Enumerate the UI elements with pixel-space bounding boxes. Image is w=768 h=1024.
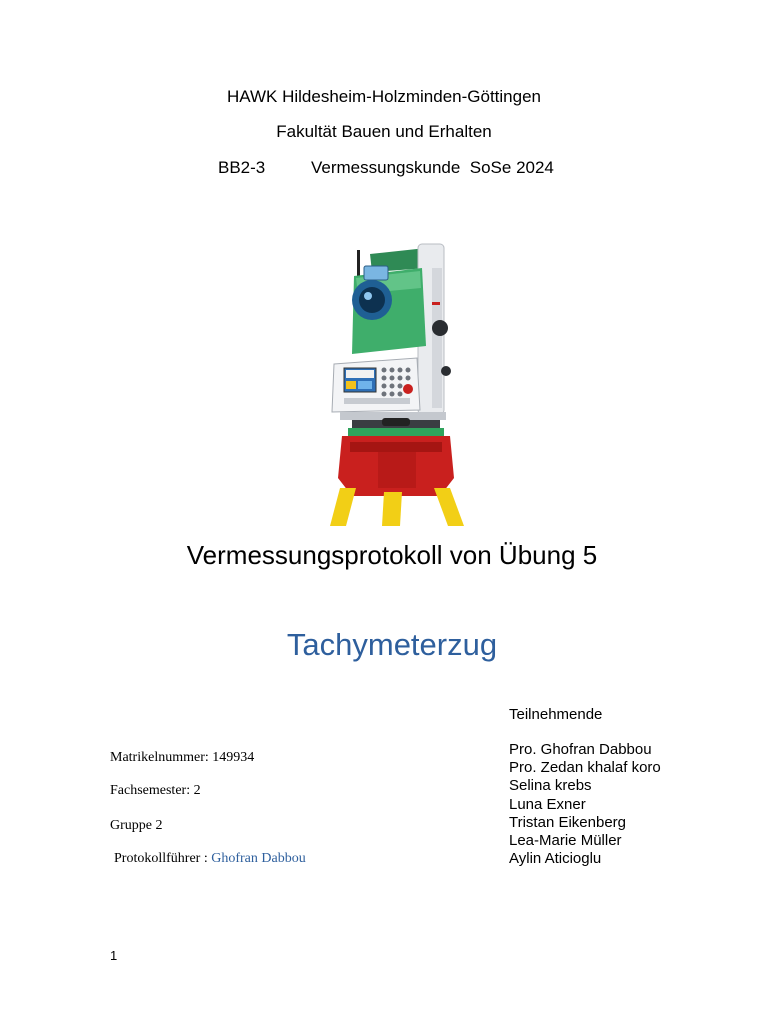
protocol-subtitle: Vermessungsprotokoll von Übung 5 [186, 540, 598, 570]
protocol-leader-name: Ghofran Dabbou [211, 851, 306, 866]
course-code: BB2-3 [218, 158, 266, 177]
protocol-leader-label: Protokollführer : [114, 851, 212, 866]
participant-item: Selina krebs [509, 777, 592, 795]
page-number: 1 [110, 948, 118, 963]
participants-list [509, 741, 661, 868]
protocol-leader [114, 851, 306, 867]
document-title: Tachymeterzug [286, 627, 498, 662]
participant-item: Lea-Marie Müller [509, 832, 622, 850]
participant-item: Pro. Ghofran Dabbou [509, 741, 652, 758]
participant-item: Aylin Aticioglu [509, 850, 602, 868]
group-info: Gruppe 2 [110, 818, 163, 833]
participant-item: Tristan Eikenberg [509, 813, 626, 831]
tachymeter-image [322, 238, 472, 526]
tachymeter-icon [322, 238, 472, 526]
faculty-name: Fakultät Bauen und Erhalten [276, 122, 492, 141]
participants-heading: Teilnehmende [509, 706, 603, 723]
matrikel-number: Matrikelnummer: 149934 [110, 750, 255, 765]
semester-info: Fachsemester: 2 [110, 783, 201, 798]
participant-item: Pro. Zedan khalaf koro [509, 759, 661, 777]
university-name: HAWK Hildesheim-Holzminden-Göttingen [227, 87, 541, 106]
course-name: Vermessungskunde SoSe 2024 [311, 158, 554, 177]
participant-item: Luna Exner [509, 795, 586, 813]
